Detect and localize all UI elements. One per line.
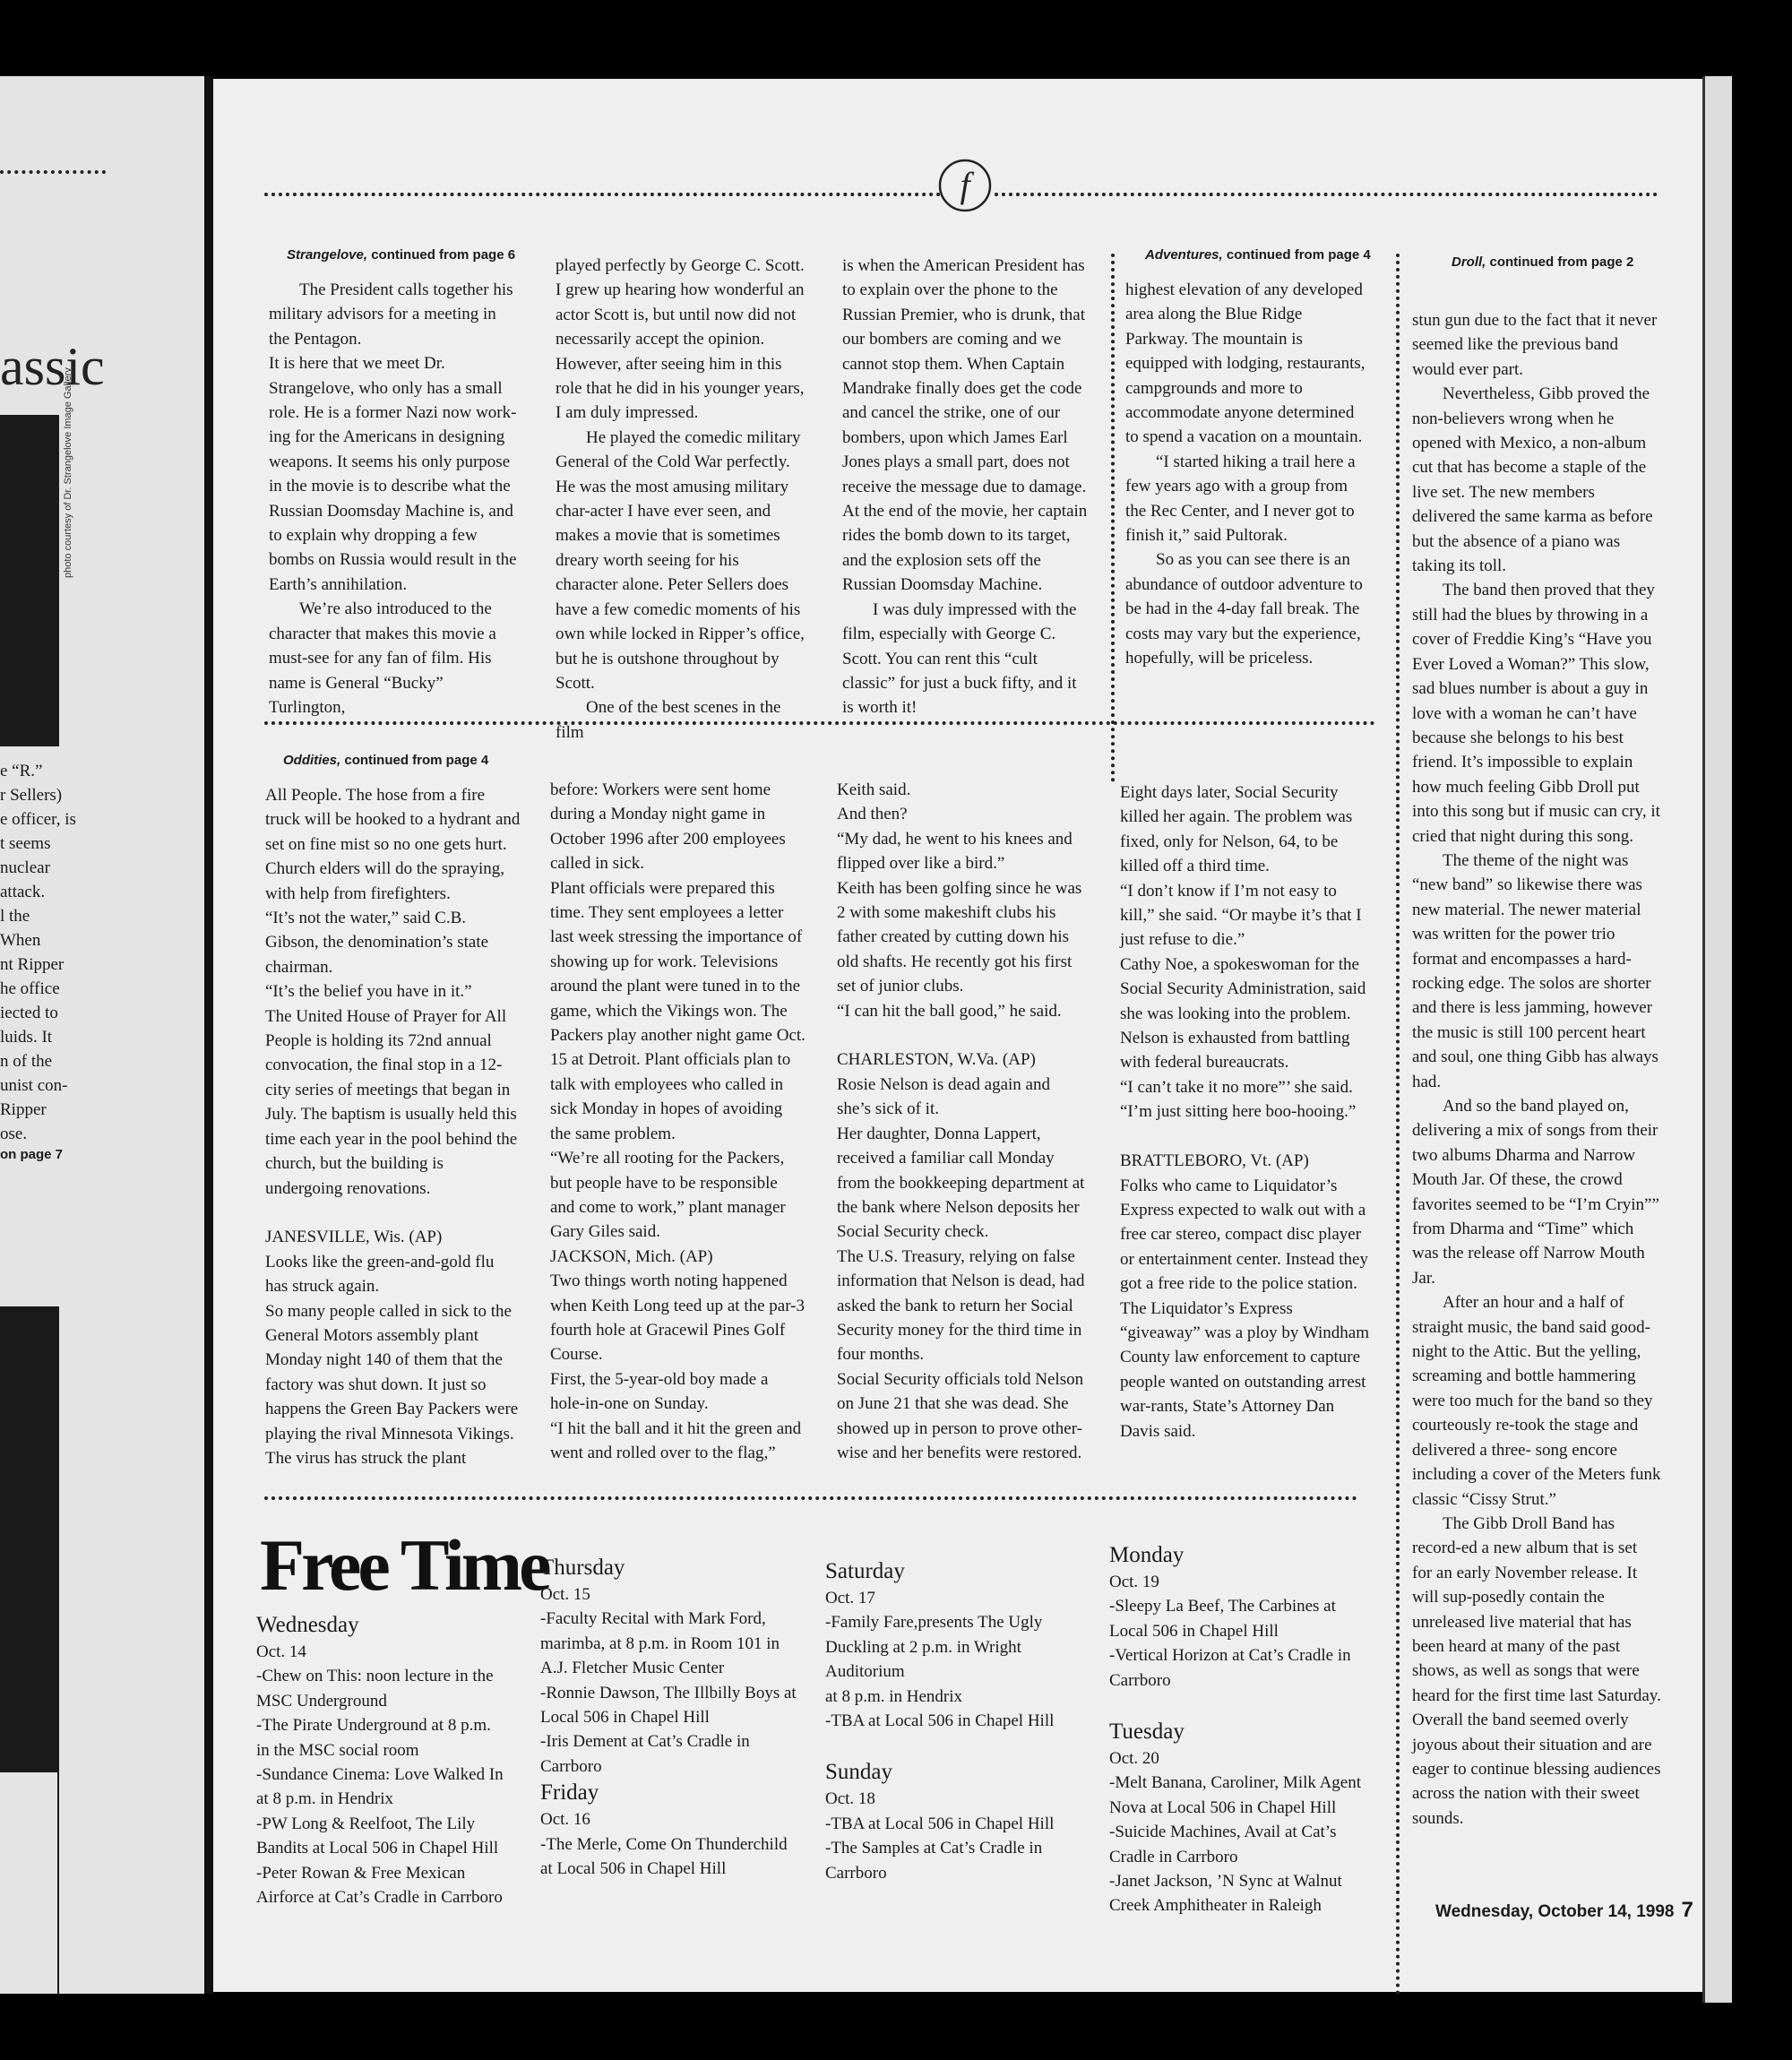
strangelove-column-2 (556, 254, 805, 745)
text-line: Ripper (0, 1100, 47, 1119)
event-item: -The Merle, Come On Thunderchild at Local 506 in Chapel Hill (540, 1834, 788, 1879)
paragraph: “It’s the belief you have in it.” (265, 982, 472, 1002)
free-time-column-4 (1109, 1541, 1369, 1918)
event-item: -Faculty Recital with Mark Ford, marimba, at 8 p.m. in Room 101 in A.J. Fletcher Music Center (540, 1609, 780, 1678)
paragraph: Plant officials were prepared this time. They sent employees a letter last week stressing the importance of showing up for work. Televisions around the plant were tuned in to the game, which the Vikings won. The Packers play another night game Oct. 15 at Detroit. Plant officials plan to talk with employees who called in sick Monday in hopes of avoiding the same problem. (550, 878, 806, 1143)
event-item: -PW Long & Reelfoot, The Lily Bandits at Local 506 in Chapel Hill (256, 1814, 499, 1858)
paragraph: The band then proved that they still had the blues by throwing in a cover of Freddie King’s “Have you Ever Loved a Woman?” This slow, sad blues number is about a guy in love with a woman he can’t have because she belongs to his best friend. It’s impossible to explain how much feeling Gibb Droll put into this song but if music can cry, it cried that night during this song. (1412, 581, 1660, 846)
left-page-fragment (0, 76, 204, 1994)
paragraph: The Liquidator’s Express “giveaway” was a ploy by Windham County law enforcement to capture people wanted on outstanding arrest war-rants, State’s Attorney Dan Davis said. (1120, 1298, 1369, 1441)
paragraph: “I can’t take it no more”’ she said. “I’m just sitting here boo-hooing.” (1120, 1077, 1357, 1122)
paragraph (837, 1023, 1088, 1047)
paragraph: before: Workers were sent home during a Monday night game in October 1996 after 200 employees called in sick. (550, 780, 786, 874)
free-time-rule (264, 1496, 1357, 1500)
text-line: unist con- (0, 1076, 68, 1095)
paragraph: So as you can see there is an abundance of outdoor adventure to be had in the 4-day fall break. The costs may vary but the experience, hopefully, will be priceless. (1125, 550, 1363, 668)
continued-notice: on page 7 (0, 1147, 64, 1162)
day-listing (1109, 1718, 1369, 1918)
text-line: e “R.” (0, 762, 43, 780)
event-item: -Suicide Machines, Avail at Cat’s Cradle in Carrboro (1109, 1823, 1337, 1866)
photo-credit: photo courtesy of Dr. Strangelove Image Gallery (63, 367, 73, 578)
event-item: -TBA at Local 506 in Chapel Hill (825, 1814, 1055, 1833)
caption-fragment: die! (0, 696, 24, 711)
strangelove-column-3 (842, 254, 1091, 720)
paragraph: The U.S. Treasury, relying on false information that Nelson is dead, had asked the bank to return her Social Security money for the third time in four months. (837, 1246, 1085, 1365)
day-date: Oct. 20 (1109, 1749, 1159, 1769)
paragraph: And so the band played on, delivering a mix of songs from their two albums Dharma and Narrow Mouth Jar. Of these, the crowd favorites seemed to be “I’m Cryin”” from Dharma and “Time” which was the release off Narrow Mouth Jar. (1412, 1097, 1659, 1288)
droll-continued-label: Droll, continued from page 2 (1452, 254, 1634, 270)
paragraph: Nevertheless, Gibb proved the non-believers wrong when he opened with Mexico, a non-album cut that has become a staple of the live set. The new members delivered the same karma as before but the absence of a piano was taking its toll. (1412, 384, 1653, 576)
paragraph: One of the best scenes in the film (556, 698, 781, 742)
text-line: ose. (0, 1125, 28, 1143)
oddities-column-4 (1120, 780, 1373, 1444)
day-listing (1109, 1541, 1369, 1693)
event-item: -Chew on This: noon lecture in the MSC Underground (256, 1667, 494, 1711)
text-line: nuclear (0, 858, 50, 877)
adventures-continued-label: Adventures, continued from page 4 (1145, 247, 1371, 263)
column-divider-dots (1396, 254, 1400, 1996)
paragraph: “We’re all rooting for the Packers, but people have to be responsible and come to work,” plant manager Gary Giles said. (550, 1149, 786, 1242)
paragraph: All People. The hose from a fire truck will be hooked to a hydrant and set on fine mist so no one gets hurt. Church elders will do the spraying, with help from firefighters. (265, 786, 521, 903)
paragraph (1120, 1125, 1373, 1149)
header-rule-right (995, 193, 1658, 196)
free-time-title: Free Time (260, 1524, 548, 1606)
paragraph: “My dad, he went to his knees and flipped over like a bird.” (837, 829, 1073, 874)
paragraph: Folks who came to Liquidator’s Express expected to walk out with a free car stereo, compact disc player or entertainment center. Instead they got a free ride to the police station. (1120, 1176, 1368, 1294)
event-item: -The Pirate Underground at 8 p.m. in the MSC social room (256, 1716, 491, 1760)
newspaper-page (213, 79, 1702, 1992)
day-listing (825, 1557, 1067, 1733)
left-page-ad-box (0, 1306, 59, 1994)
day-date: Oct. 18 (825, 1789, 875, 1809)
day-date: Oct. 14 (256, 1642, 306, 1661)
event-item: -Melt Banana, Caroliner, Milk Agent Nova at Local 506 in Chapel Hill (1109, 1773, 1362, 1817)
day-heading: Tuesday (1109, 1720, 1185, 1745)
paragraph: He played the comedic military General of the Cold War perfectly. He was the most amusing military char-acter I have ever seen, and makes a movie that is sometimes dreary worth seeing for his character alone. Peter Sellers does have a few comedic moments of his own while locked in Ripper’s office, but he is outshone throughout by Scott. (556, 427, 805, 693)
header-rule-left (264, 193, 941, 196)
day-heading: Monday (1109, 1543, 1185, 1567)
section-logo-letter: f (960, 165, 970, 205)
day-listing (540, 1779, 800, 1881)
paragraph: JANESVILLE, Wis. (AP) (265, 1228, 443, 1247)
paragraph: Social Security officials told Nelson on June 21 that she was dead. She showed up in person to prove other-wise and her benefits were restored. (837, 1369, 1084, 1462)
text-line: r Sellers) (0, 786, 63, 805)
paragraph: “I started hiking a trail here a few years ago with a group from the Rec Center, and I never got to finish it,” said Pultorak. (1125, 452, 1356, 546)
day-listing (256, 1611, 507, 1909)
page-edge (1702, 76, 1732, 2003)
text-line: n of the (0, 1052, 53, 1071)
section-logo-icon (937, 158, 993, 213)
paragraph: The Gibb Droll Band has record-ed a new album that is set for an early November release. It will sup-posedly contain the unreleased live material that has been heard at many of the past shows, as well as songs that were heard for the first time last Saturday. Overall the band seemed overly joyous about their situation and are eager to continue blessing audiences across the nation with their sweet sounds. (1412, 1513, 1661, 1828)
event-item: -TBA at Local 506 in Chapel Hill (825, 1711, 1055, 1731)
paragraph: After an hour and a half of straight music, the band said good-night to the Attic. But the yelling, screaming and bottle hammering were too much for the band so they courteously re-took the stage and delivered a three- song encore including a cover of the Meters funk classic “Cissy Strut.” (1412, 1293, 1661, 1509)
paragraph: CHARLESTON, W.Va. (AP) (837, 1050, 1036, 1070)
event-item: at 8 p.m. in Hendrix (825, 1686, 963, 1706)
day-date: Oct. 16 (540, 1810, 590, 1830)
paragraph: is when the American President has to explain over the phone to the Russian Premier, who is drunk, that our bombers are coming and we cannot stop them. When Captain Mandrake finally does get the code and cancel the strike, one of our bombers, upon which James Earl Jones plays a small part, does not receive the message due to damage. At the end of the movie, her captain rides the bomb down to its target, and the explosion sets off the Russian Doomsday Machine. (842, 256, 1088, 595)
droll-article (1412, 308, 1661, 1831)
paragraph (265, 1201, 521, 1225)
day-date: Oct. 15 (540, 1585, 590, 1604)
event-item: -Janet Jackson, ’N Sync at Walnut Creek Amphitheater in Raleigh (1109, 1872, 1342, 1916)
paragraph: Keith has been golfing since he was 2 with some makeshift clubs his father created by cutting down his old shafts. He recently got his first set of junior clubs. (837, 878, 1082, 996)
oddities-column-2 (550, 778, 806, 1465)
text-line: t seems (0, 834, 51, 853)
free-time-column-3 (825, 1557, 1067, 1885)
free-time-column-2 (540, 1554, 800, 1881)
paragraph: highest elevation of any developed area along the Blue Ridge Parkway. The mountain is equipped with lodging, restaurants, campgrounds and more to accommodate anyone determined to spend a vacation on a mountain. (1125, 280, 1366, 447)
divider-dots (0, 170, 106, 174)
text-line: e officer, is (0, 810, 76, 829)
text-line: When (0, 931, 41, 950)
footer-date: Wednesday, October 14, 1998 (1435, 1902, 1675, 1921)
paragraph: Rosie Nelson is dead again and she’s sick of it. (837, 1074, 1050, 1119)
paragraph: “I hit the ball and it hit the green and went and rolled over to the flag,” (550, 1418, 802, 1462)
oddities-continued-label: Oddities, continued from page 4 (283, 753, 489, 768)
section-rule (264, 721, 1375, 725)
event-item: -Ronnie Dawson, The Illbilly Boys at Local 506 in Chapel Hill (540, 1683, 797, 1728)
adventures-article (1125, 278, 1369, 671)
paragraph: BRATTLEBORO, Vt. (AP) (1120, 1151, 1309, 1171)
event-item: -Sundance Cinema: Love Walked In at 8 p.m. in Hendrix (256, 1765, 504, 1809)
event-item: -Vertical Horizon at Cat’s Cradle in Carrboro (1109, 1646, 1351, 1690)
event-item: -Iris Dement at Cat’s Cradle in Carrboro (540, 1732, 750, 1776)
text-line: iected to (0, 1004, 58, 1022)
event-item: -Peter Rowan & Free Mexican Airforce at Cat’s Cradle in Carrboro (256, 1863, 503, 1908)
paragraph: played perfectly by George C. Scott. I grew up hearing how wonderful an actor Scott is, but until now did not necessarily accept the opinion. However, after seeing him in this role that he did in his younger years, I am duly impressed. (556, 256, 805, 423)
strangelove-column-1 (269, 278, 520, 720)
day-date: Oct. 17 (825, 1589, 875, 1607)
paragraph: The President calls together his military advisors for a meeting in the Pentagon. (269, 280, 513, 349)
day-heading: Wednesday (256, 1613, 359, 1637)
paragraph: stun gun due to the fact that it never seemed like the previous band would ever part. (1412, 311, 1658, 379)
paragraph: Two things worth noting happened when Keith Long teed up at the par-3 fourth hole at Gracewil Pines Golf Course. (550, 1271, 805, 1365)
paragraph: First, the 5-year-old boy made a hole-in-one on Sunday. (550, 1369, 769, 1414)
oddities-column-1 (265, 783, 521, 1470)
paragraph: And then? (837, 805, 908, 824)
free-time-column-1 (256, 1611, 507, 1909)
day-heading: Friday (540, 1780, 599, 1806)
paragraph: JACKSON, Mich. (AP) (550, 1246, 713, 1266)
text-line: luids. It (0, 1028, 53, 1047)
day-listing (825, 1758, 1067, 1885)
paragraph: Cathy Noe, a spokeswoman for the Social Security Administration, said she was looking into the problem. Nelson is exhausted from battling with federal bureaucrats. (1120, 954, 1366, 1073)
paragraph: We’re also introduced to the character that makes this movie a must-see for any fan of film. His name is General “Bucky” Turlington, (269, 599, 496, 717)
paragraph: Eight days later, Social Security killed her again. The problem was fixed, only for Nelson, 64, to be killed off a third time. (1120, 783, 1353, 876)
paragraph: It is here that we meet Dr. Strangelove, who only has a small role. He is a former Nazi now work-ing for the Americans in designing weapons. It seems his only purpose in the movie is to describe what the Russian Doomsday Machine is, and to explain why dropping a few bombs on Russia would result in the Earth’s annihilation. (269, 354, 517, 594)
column-divider-dots (1111, 254, 1115, 782)
paragraph: The theme of the night was “new band” so likewise there was new material. The newer material was written for the power trio format and encompasses a hard-rocking edge. The solos are shorter and there is less jamming, however the music is still 100 percent heart and soul, one thing Gibb has always had. (1412, 850, 1658, 1091)
text-line: nt Ripper (0, 955, 65, 974)
paragraph: Looks like the green-and-gold flu has struck again. (265, 1252, 495, 1297)
paragraph: “I don’t know if I’m not easy to kill,” she said. “Or maybe it’s that I just refuse to die.” (1120, 881, 1362, 950)
text-line: attack. (0, 883, 46, 901)
day-heading: Thursday (540, 1556, 625, 1580)
text-line: he office (0, 979, 60, 998)
page-number: 7 (1681, 1898, 1693, 1922)
strangelove-continued-label: Strangelove, continued from page 6 (287, 247, 516, 263)
page-footer (1435, 1898, 1693, 1923)
day-date: Oct. 19 (1109, 1573, 1159, 1591)
event-item: -Family Fare,presents The Ugly Duckling at 2 p.m. in Wright Auditorium (825, 1613, 1043, 1682)
page-gutter (204, 76, 213, 1994)
event-item: -The Samples at Cat’s Cradle in Carrboro (825, 1839, 1043, 1883)
day-heading: Saturday (825, 1559, 905, 1583)
day-heading: Sunday (825, 1760, 892, 1785)
paragraph: The United House of Prayer for All People is holding its 72nd annual convocation, the final stop in a 12-city series of meetings that began in July. The baptism is usually held this time each year in the pool behind the church, but the building is undergoing renovations. (265, 1006, 518, 1198)
day-listing (540, 1554, 800, 1779)
paragraph: I was duly impressed with the film, especially with George C. Scott. You can rent this “cult classic” for just a buck fifty, and it is worth it! (842, 599, 1077, 718)
paragraph: “I can hit the ball good,” he said. (837, 1001, 1062, 1021)
text-line: l the (0, 907, 30, 926)
left-page-title-fragment: assic (0, 337, 105, 396)
paragraph: Keith said. (837, 780, 911, 799)
paragraph: So many people called in sick to the General Motors assembly plant Monday night 140 of them that the factory was shut down. It just so happens the Green Bay Packers were playing the rival Minnesota Vikings. The virus has struck the plant (265, 1301, 519, 1468)
paragraph: “It’s not the water,” said C.B. Gibson, the denomination’s state chairman. (265, 909, 489, 977)
event-item: -Sleepy La Beef, The Carbines at Local 506 in Chapel Hill (1109, 1597, 1336, 1641)
paragraph: Her daughter, Donna Lappert, received a familiar call Monday from the bookkeeping department at the bank where Nelson deposits her Social Security check. (837, 1124, 1085, 1242)
oddities-column-3 (837, 778, 1088, 1465)
